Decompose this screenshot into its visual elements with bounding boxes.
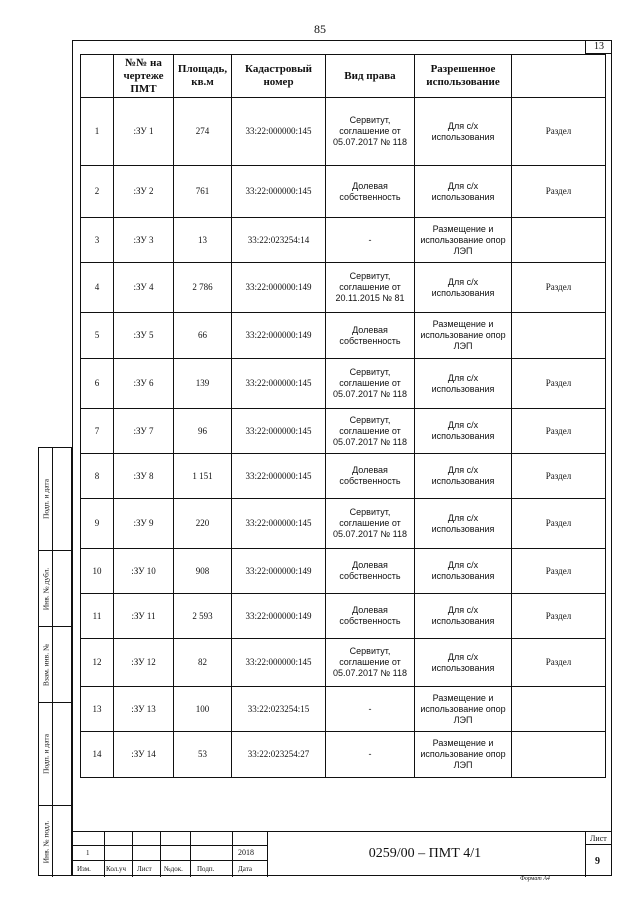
right-type: - <box>326 732 415 778</box>
plot-area: 53 <box>174 732 232 778</box>
right-type: Долевая собственность <box>326 166 415 218</box>
table-row <box>81 687 606 732</box>
row-number: 5 <box>81 313 114 359</box>
table-row <box>81 454 606 499</box>
cadastral-number: 33:22:023254:14 <box>232 218 326 263</box>
plot-label: :ЗУ 10 <box>114 549 174 594</box>
side-cell-replace-inv <box>39 627 71 703</box>
plot-area: 761 <box>174 166 232 218</box>
header-area: Площадь, кв.м <box>174 55 232 98</box>
permitted-use: Для с/х использования <box>415 549 512 594</box>
col-label: Изм. <box>77 865 91 873</box>
right-type: Долевая собственность <box>326 594 415 639</box>
cadastral-number: 33:22:000000:145 <box>232 166 326 218</box>
plot-area: 100 <box>174 687 232 732</box>
row-number: 9 <box>81 499 114 549</box>
table-row <box>81 594 606 639</box>
side-label: Инв. № подл. <box>41 820 50 863</box>
permitted-use: Размещение и использование опор ЛЭП <box>415 313 512 359</box>
right-type: Сервитут, соглашение от 05.07.2017 № 118 <box>326 98 415 166</box>
plot-label: :ЗУ 4 <box>114 263 174 313</box>
plot-label: :ЗУ 14 <box>114 732 174 778</box>
right-type: Сервитут, соглашение от 20.11.2015 № 81 <box>326 263 415 313</box>
plot-label: :ЗУ 12 <box>114 639 174 687</box>
side-label: Инв. № дубл. <box>41 567 50 610</box>
plot-label: :ЗУ 11 <box>114 594 174 639</box>
row-number: 11 <box>81 594 114 639</box>
format-label: Формат А4 <box>520 876 550 882</box>
side-cell-dup-inv <box>39 551 71 627</box>
permitted-use: Для с/х использования <box>415 98 512 166</box>
header-right-type: Вид права <box>326 55 415 98</box>
cadastral-number: 33:22:000000:145 <box>232 409 326 454</box>
header-cadastral: Кадастровый номер <box>232 55 326 98</box>
cadastral-number: 33:22:023254:15 <box>232 687 326 732</box>
side-label: Подп. и дата <box>41 733 50 775</box>
row-number: 13 <box>81 687 114 732</box>
row-number: 6 <box>81 359 114 409</box>
table-row <box>81 499 606 549</box>
note: Раздел <box>512 594 606 639</box>
permitted-use: Для с/х использования <box>415 454 512 499</box>
row-number: 7 <box>81 409 114 454</box>
sheet-number: 9 <box>595 856 600 867</box>
plot-area: 908 <box>174 549 232 594</box>
cadastral-number: 33:22:000000:149 <box>232 549 326 594</box>
right-type: Сервитут, соглашение от 05.07.2017 № 118 <box>326 359 415 409</box>
right-type: Сервитут, соглашение от 05.07.2017 № 118 <box>326 409 415 454</box>
cadastral-number: 33:22:000000:149 <box>232 594 326 639</box>
row-number: 12 <box>81 639 114 687</box>
plot-area: 96 <box>174 409 232 454</box>
side-label: Подп. и дата <box>41 478 50 520</box>
row-number: 4 <box>81 263 114 313</box>
header-number: №№ на чертеже ПМТ <box>114 55 174 98</box>
cadastral-number: 33:22:000000:145 <box>232 639 326 687</box>
permitted-use: Для с/х использования <box>415 594 512 639</box>
cadastral-number: 33:22:000000:145 <box>232 454 326 499</box>
col-label: Лист <box>137 865 152 873</box>
table-row <box>81 732 606 778</box>
table-row <box>81 166 606 218</box>
row-number: 14 <box>81 732 114 778</box>
cadastral-number: 33:22:000000:145 <box>232 359 326 409</box>
note <box>512 687 606 732</box>
note: Раздел <box>512 454 606 499</box>
land-plots-table <box>80 54 606 778</box>
permitted-use: Для с/х использования <box>415 359 512 409</box>
cadastral-number: 33:22:000000:149 <box>232 263 326 313</box>
table-row <box>81 639 606 687</box>
plot-area: 66 <box>174 313 232 359</box>
plot-label: :ЗУ 9 <box>114 499 174 549</box>
note: Раздел <box>512 409 606 454</box>
permitted-use: Для с/х использования <box>415 639 512 687</box>
table-row <box>81 218 606 263</box>
plot-label: :ЗУ 3 <box>114 218 174 263</box>
cadastral-number: 33:22:000000:145 <box>232 499 326 549</box>
side-cell-signature-date-1 <box>39 448 71 551</box>
note: Раздел <box>512 263 606 313</box>
header-empty <box>81 55 114 98</box>
right-type: Долевая собственность <box>326 454 415 499</box>
plot-label: :ЗУ 6 <box>114 359 174 409</box>
plot-label: :ЗУ 5 <box>114 313 174 359</box>
cadastral-number: 33:22:000000:149 <box>232 313 326 359</box>
col-label: №док. <box>164 865 183 873</box>
side-label: Взам. инв. № <box>41 643 50 686</box>
note: Раздел <box>512 639 606 687</box>
document-code: 0259/00 – ПМТ 4/1 <box>368 846 482 861</box>
row-number: 10 <box>81 549 114 594</box>
plot-area: 82 <box>174 639 232 687</box>
plot-label: :ЗУ 2 <box>114 166 174 218</box>
permitted-use: Для с/х использования <box>415 499 512 549</box>
header-note <box>512 55 606 98</box>
plot-label: :ЗУ 13 <box>114 687 174 732</box>
side-stamp <box>38 447 72 876</box>
table-row <box>81 313 606 359</box>
note: Раздел <box>512 166 606 218</box>
corner-number: 13 <box>585 40 612 54</box>
page-number: 85 <box>314 22 326 36</box>
note: Раздел <box>512 499 606 549</box>
note: Раздел <box>512 549 606 594</box>
plot-area: 2 786 <box>174 263 232 313</box>
table-row <box>81 263 606 313</box>
table-row <box>81 409 606 454</box>
header-permitted-use: Разрешенное использование <box>415 55 512 98</box>
col-label: Подп. <box>197 865 215 873</box>
permitted-use: Размещение и использование опор ЛЭП <box>415 732 512 778</box>
plot-label: :ЗУ 7 <box>114 409 174 454</box>
right-type: - <box>326 687 415 732</box>
permitted-use: Размещение и использование опор ЛЭП <box>415 687 512 732</box>
note <box>512 313 606 359</box>
right-type: Долевая собственность <box>326 313 415 359</box>
plot-label: :ЗУ 8 <box>114 454 174 499</box>
table-header-row <box>81 55 606 98</box>
year: 2018 <box>238 848 254 857</box>
plot-area: 1 151 <box>174 454 232 499</box>
right-type: Сервитут, соглашение от 05.07.2017 № 118 <box>326 639 415 687</box>
table-row <box>81 359 606 409</box>
side-cell-signature-date-2 <box>39 703 71 806</box>
right-type: Сервитут, соглашение от 05.07.2017 № 118 <box>326 499 415 549</box>
row-number: 2 <box>81 166 114 218</box>
col-label: Кол.уч <box>106 865 126 873</box>
right-type: Долевая собственность <box>326 549 415 594</box>
cadastral-number: 33:22:000000:145 <box>232 98 326 166</box>
right-type: - <box>326 218 415 263</box>
row-number: 1 <box>81 98 114 166</box>
note: Раздел <box>512 359 606 409</box>
sheet-label: Лист <box>590 834 607 843</box>
plot-label: :ЗУ 1 <box>114 98 174 166</box>
plot-area: 274 <box>174 98 232 166</box>
permitted-use: Для с/х использования <box>415 409 512 454</box>
col-label: Дата <box>238 865 252 873</box>
note <box>512 218 606 263</box>
permitted-use: Размещение и использование опор ЛЭП <box>415 218 512 263</box>
change-number: 1 <box>86 849 90 857</box>
note: Раздел <box>512 98 606 166</box>
cadastral-number: 33:22:023254:27 <box>232 732 326 778</box>
plot-area: 2 593 <box>174 594 232 639</box>
plot-area: 13 <box>174 218 232 263</box>
side-cell-original-inv <box>39 806 71 877</box>
permitted-use: Для с/х использования <box>415 263 512 313</box>
permitted-use: Для с/х использования <box>415 166 512 218</box>
table-row <box>81 98 606 166</box>
note <box>512 732 606 778</box>
table-row <box>81 549 606 594</box>
plot-area: 220 <box>174 499 232 549</box>
row-number: 8 <box>81 454 114 499</box>
row-number: 3 <box>81 218 114 263</box>
plot-area: 139 <box>174 359 232 409</box>
